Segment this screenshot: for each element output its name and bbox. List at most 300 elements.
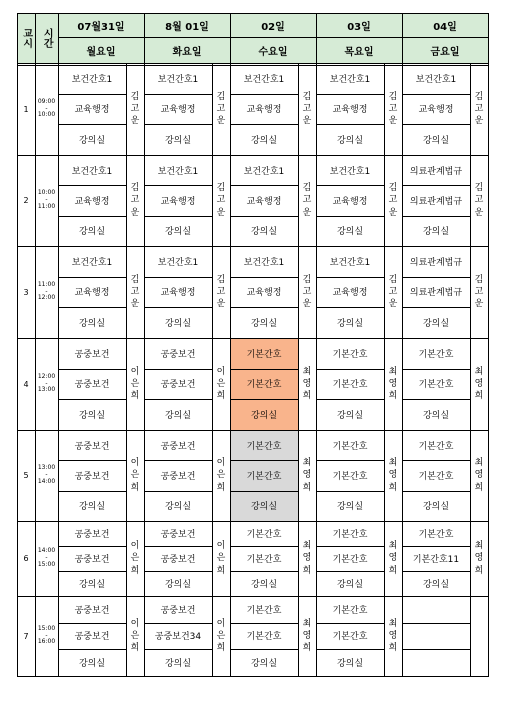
period-number: 4	[23, 379, 29, 389]
class-subject: 보건간호1	[415, 74, 457, 85]
grid-line	[230, 369, 298, 370]
teacher-name	[126, 430, 144, 521]
time-end: 12:00	[37, 294, 56, 302]
teacher-name	[384, 596, 402, 676]
grid-line	[144, 307, 212, 308]
class-subject: 강의실	[250, 580, 278, 590]
teacher-name	[126, 155, 144, 246]
class-subject: 교육행정	[332, 105, 368, 116]
teacher-name	[298, 155, 316, 246]
time-start: 12:00	[37, 372, 56, 380]
class-subject: 기본간호	[332, 632, 368, 643]
grid-line	[402, 13, 403, 677]
teacher-char: 희	[388, 565, 398, 576]
class-subject: 기본간호	[332, 380, 368, 391]
grid-line	[230, 216, 298, 217]
class-subject: 공중보건	[160, 471, 196, 482]
class-subject: 교육행정	[246, 288, 282, 299]
teacher-char: 고	[130, 103, 140, 114]
teacher-name	[470, 596, 488, 676]
teacher-char: 희	[216, 391, 226, 402]
grid-line	[144, 124, 212, 125]
class-subject: 공중보건	[160, 441, 196, 452]
teacher-char: 운	[474, 116, 484, 127]
teacher-char: 김	[216, 183, 226, 194]
grid-line	[17, 430, 489, 431]
teacher-char: 김	[388, 274, 398, 285]
class-subject: 보건간호1	[157, 257, 199, 268]
class-subject: 기본간호	[246, 632, 282, 643]
period-header-text: 교시	[20, 28, 32, 48]
class-subject: 공중보건	[74, 349, 110, 360]
grid-line	[488, 13, 489, 677]
class-subject: 교육행정	[246, 105, 282, 116]
class-subject: 의료관계법규	[409, 166, 463, 177]
teacher-char: 이	[130, 458, 140, 469]
class-subject: 기본간호11	[412, 555, 460, 565]
teacher-name	[470, 338, 488, 430]
grid-line	[58, 571, 126, 572]
grid-line	[402, 491, 470, 492]
grid-line	[316, 216, 384, 217]
teacher-char: 김	[130, 274, 140, 285]
teacher-char: 희	[130, 482, 140, 493]
class-subject: 의료관계법규	[409, 257, 463, 268]
grid-line	[316, 124, 384, 125]
time-start: 13:00	[37, 464, 56, 472]
teacher-name	[298, 246, 316, 338]
class-subject: 공중보건	[74, 471, 110, 482]
teacher-char: 고	[216, 103, 226, 114]
class-subject: 강의실	[164, 136, 192, 147]
teacher-char: 운	[302, 299, 312, 310]
grid-line	[230, 649, 298, 650]
teacher-char: 최	[388, 458, 398, 469]
grid-line	[402, 277, 470, 278]
teacher-char: 운	[474, 299, 484, 310]
class-subject: 공중보건	[160, 530, 196, 540]
grid-line	[144, 460, 212, 461]
class-subject: 공중보건	[160, 349, 196, 360]
teacher-char: 운	[474, 207, 484, 218]
teacher-char: 김	[474, 91, 484, 102]
teacher-char: 이	[216, 618, 226, 629]
teacher-char: 최	[388, 366, 398, 377]
grid-line	[126, 63, 127, 676]
period-header	[17, 13, 35, 63]
teacher-char: 김	[216, 91, 226, 102]
day-weekday: 화요일	[144, 37, 230, 63]
class-subject: 교육행정	[418, 105, 454, 116]
teacher-char: 희	[216, 643, 226, 654]
class-subject: 강의실	[250, 319, 278, 330]
grid-line	[58, 185, 126, 186]
day-date: 02일	[230, 13, 316, 37]
time-range	[35, 521, 58, 596]
time-start: 14:00	[37, 547, 56, 555]
teacher-char: 영	[388, 378, 398, 389]
grid-line	[17, 13, 489, 14]
day-date: 8월 01일	[144, 13, 230, 37]
class-subject: 공중보건34	[154, 632, 202, 643]
time-end: 15:00	[37, 560, 56, 568]
teacher-name	[384, 155, 402, 246]
teacher-name	[212, 430, 230, 521]
teacher-char: 최	[388, 618, 398, 629]
period-number: 7	[23, 631, 29, 641]
grid-line	[316, 307, 384, 308]
grid-line	[470, 63, 471, 676]
grid-line	[230, 460, 298, 461]
teacher-char: 영	[474, 470, 484, 481]
period-number: 1	[23, 104, 29, 114]
teacher-char: 김	[302, 183, 312, 194]
grid-line	[316, 491, 384, 492]
grid-line	[402, 124, 470, 125]
grid-line	[17, 13, 18, 677]
class-subject: 기본간호	[230, 430, 298, 460]
teacher-char: 최	[388, 541, 398, 552]
period-number: 5	[23, 471, 29, 480]
class-subject: 교육행정	[74, 288, 110, 299]
class-subject: 기본간호	[332, 605, 368, 616]
grid-line	[58, 307, 126, 308]
grid-line	[58, 124, 126, 125]
day-weekday: 수요일	[230, 37, 316, 63]
teacher-char: 최	[302, 541, 312, 552]
grid-line	[230, 491, 298, 492]
class-subject: 강의실	[336, 227, 364, 238]
class-subject: 강의실	[78, 580, 106, 590]
day-weekday: 금요일	[402, 37, 488, 63]
time-header	[35, 13, 58, 63]
teacher-name	[384, 63, 402, 155]
grid-line	[230, 399, 298, 400]
grid-line	[316, 94, 384, 95]
time-dash: -	[45, 104, 48, 112]
teacher-char: 최	[302, 366, 312, 377]
teacher-char: 은	[216, 630, 226, 641]
teacher-name	[470, 521, 488, 596]
teacher-name	[126, 521, 144, 596]
teacher-char: 이	[216, 366, 226, 377]
teacher-char: 희	[216, 565, 226, 576]
class-subject: 강의실	[164, 502, 192, 513]
class-subject: 보건간호1	[71, 74, 113, 85]
teacher-char: 김	[130, 183, 140, 194]
teacher-char: 희	[474, 391, 484, 402]
grid-line	[230, 571, 298, 572]
teacher-char: 희	[474, 565, 484, 576]
teacher-char: 운	[388, 299, 398, 310]
class-subject: 기본간호	[246, 605, 282, 616]
grid-line	[402, 369, 470, 370]
teacher-char: 이	[130, 618, 140, 629]
teacher-name	[212, 521, 230, 596]
grid-line	[35, 13, 36, 677]
teacher-char: 운	[130, 299, 140, 310]
grid-line	[58, 623, 126, 624]
class-subject: 공중보건	[160, 605, 196, 616]
time-dash: -	[45, 196, 48, 204]
time-header-text: 시간	[41, 28, 53, 48]
teacher-char: 희	[302, 565, 312, 576]
grid-line	[230, 307, 298, 308]
grid-line	[58, 546, 126, 547]
teacher-char: 고	[302, 286, 312, 297]
class-subject: 강의실	[422, 319, 450, 330]
teacher-char: 이	[216, 541, 226, 552]
time-range	[35, 63, 58, 155]
class-subject: 교육행정	[246, 196, 282, 207]
class-subject: 강의실	[336, 136, 364, 147]
teacher-char: 영	[388, 630, 398, 641]
time-end: 13:00	[37, 386, 56, 394]
grid-line	[316, 546, 384, 547]
teacher-char: 희	[302, 482, 312, 493]
day-date: 07월31일	[58, 13, 144, 37]
teacher-char: 최	[474, 458, 484, 469]
teacher-char: 운	[388, 207, 398, 218]
class-subject: 공중보건	[160, 380, 196, 391]
class-subject: 보건간호1	[243, 166, 285, 177]
teacher-char: 고	[388, 195, 398, 206]
time-end: 14:00	[37, 477, 56, 485]
grid-line	[298, 63, 299, 676]
time-dash: -	[45, 287, 48, 295]
class-subject: 강의실	[164, 227, 192, 238]
teacher-name	[298, 338, 316, 430]
teacher-name	[384, 521, 402, 596]
grid-line	[144, 94, 212, 95]
day-date: 03일	[316, 13, 402, 37]
class-subject: 기본간호	[230, 338, 298, 369]
teacher-name	[470, 246, 488, 338]
grid-line	[230, 185, 298, 186]
teacher-name	[126, 63, 144, 155]
teacher-char: 김	[474, 183, 484, 194]
grid-line	[17, 596, 489, 597]
teacher-char: 희	[130, 565, 140, 576]
teacher-name	[212, 63, 230, 155]
teacher-char: 운	[216, 207, 226, 218]
class-subject: 강의실	[336, 659, 364, 670]
class-subject: 강의실	[78, 136, 106, 147]
grid-line	[402, 399, 470, 400]
class-subject: 기본간호	[332, 530, 368, 540]
grid-line	[58, 460, 126, 461]
time-start: 15:00	[37, 624, 56, 632]
teacher-name	[470, 430, 488, 521]
grid-line	[316, 571, 384, 572]
time-dash: -	[45, 379, 48, 387]
grid-line	[402, 649, 470, 650]
teacher-name	[212, 596, 230, 676]
teacher-char: 고	[388, 103, 398, 114]
teacher-char: 김	[388, 91, 398, 102]
class-subject: 기본간호	[332, 349, 368, 360]
teacher-char: 영	[302, 378, 312, 389]
grid-line	[58, 649, 126, 650]
grid-line	[58, 94, 126, 95]
class-subject: 강의실	[250, 136, 278, 147]
teacher-name	[126, 246, 144, 338]
teacher-char: 운	[302, 207, 312, 218]
class-subject: 의료관계법규	[409, 196, 463, 207]
teacher-name	[298, 521, 316, 596]
teacher-char: 김	[302, 274, 312, 285]
teacher-name	[470, 63, 488, 155]
teacher-char: 영	[388, 470, 398, 481]
teacher-char: 고	[388, 286, 398, 297]
grid-line	[384, 63, 385, 676]
teacher-char: 은	[216, 378, 226, 389]
teacher-char: 영	[302, 630, 312, 641]
teacher-char: 최	[302, 618, 312, 629]
grid-line	[316, 185, 384, 186]
class-subject: 강의실	[422, 580, 450, 590]
grid-line	[17, 63, 489, 64]
teacher-char: 희	[302, 643, 312, 654]
teacher-char: 은	[216, 553, 226, 564]
class-subject: 강의실	[250, 227, 278, 238]
time-start: 10:00	[37, 189, 56, 197]
class-subject: 강의실	[78, 319, 106, 330]
teacher-name	[212, 155, 230, 246]
class-subject: 공중보건	[74, 632, 110, 643]
period-number: 6	[23, 554, 29, 563]
class-subject: 기본간호	[418, 380, 454, 391]
class-subject: 강의실	[250, 659, 278, 670]
teacher-name	[384, 246, 402, 338]
class-subject	[402, 623, 470, 650]
teacher-char: 희	[130, 391, 140, 402]
class-subject: 기본간호	[418, 471, 454, 482]
grid-line	[230, 124, 298, 125]
day-weekday: 목요일	[316, 37, 402, 63]
class-subject: 보건간호1	[157, 74, 199, 85]
grid-line	[58, 216, 126, 217]
time-range	[35, 430, 58, 521]
grid-line	[17, 155, 489, 156]
grid-line	[316, 13, 317, 677]
grid-line	[144, 571, 212, 572]
class-subject: 기본간호	[332, 471, 368, 482]
teacher-char: 김	[388, 183, 398, 194]
class-subject: 강의실	[78, 411, 106, 422]
class-subject: 교육행정	[332, 196, 368, 207]
teacher-char: 영	[388, 553, 398, 564]
teacher-name	[384, 338, 402, 430]
class-subject: 공중보건	[74, 555, 110, 565]
grid-line	[230, 623, 298, 624]
grid-line	[402, 94, 470, 95]
class-subject: 강의실	[230, 491, 298, 521]
class-subject: 공중보건	[74, 530, 110, 540]
teacher-char: 이	[130, 541, 140, 552]
class-subject: 교육행정	[74, 105, 110, 116]
teacher-char: 희	[388, 643, 398, 654]
grid-line	[144, 185, 212, 186]
teacher-name	[298, 596, 316, 676]
grid-line	[144, 623, 212, 624]
class-subject: 교육행정	[160, 196, 196, 207]
teacher-char: 김	[302, 91, 312, 102]
grid-line	[17, 338, 489, 339]
teacher-char: 고	[474, 103, 484, 114]
grid-line	[58, 369, 126, 370]
class-subject: 보건간호1	[329, 166, 371, 177]
grid-line	[212, 63, 213, 676]
grid-line	[230, 94, 298, 95]
teacher-char: 희	[388, 391, 398, 402]
time-end: 11:00	[37, 202, 56, 210]
class-subject: 강의실	[422, 136, 450, 147]
teacher-name	[298, 63, 316, 155]
time-range	[35, 338, 58, 430]
grid-line	[17, 521, 489, 522]
teacher-char: 고	[302, 195, 312, 206]
teacher-char: 최	[474, 541, 484, 552]
teacher-char: 영	[474, 553, 484, 564]
teacher-char: 희	[474, 482, 484, 493]
class-subject: 강의실	[230, 399, 298, 430]
class-subject: 기본간호	[246, 555, 282, 565]
class-subject: 기본간호	[230, 369, 298, 400]
teacher-char: 희	[388, 482, 398, 493]
grid-line	[58, 277, 126, 278]
class-subject: 강의실	[336, 580, 364, 590]
day-date: 04일	[402, 13, 488, 37]
teacher-char: 김	[216, 274, 226, 285]
class-subject: 보건간호1	[71, 257, 113, 268]
teacher-char: 고	[130, 286, 140, 297]
teacher-char: 이	[216, 458, 226, 469]
teacher-char: 운	[216, 299, 226, 310]
class-subject: 강의실	[164, 659, 192, 670]
teacher-name	[384, 430, 402, 521]
period-number: 2	[23, 196, 29, 205]
class-subject: 기본간호	[332, 441, 368, 452]
class-subject: 강의실	[164, 411, 192, 422]
teacher-char: 은	[216, 470, 226, 481]
class-subject: 교육행정	[332, 288, 368, 299]
teacher-char: 영	[302, 470, 312, 481]
teacher-char: 은	[130, 470, 140, 481]
grid-line	[316, 277, 384, 278]
teacher-char: 운	[130, 116, 140, 127]
teacher-char: 최	[302, 458, 312, 469]
class-subject: 보건간호1	[243, 74, 285, 85]
class-subject: 강의실	[164, 319, 192, 330]
class-subject: 기본간호	[418, 441, 454, 452]
teacher-char: 희	[216, 482, 226, 493]
time-end: 10:00	[37, 111, 56, 119]
teacher-name	[126, 596, 144, 676]
teacher-char: 은	[130, 630, 140, 641]
teacher-name	[212, 246, 230, 338]
class-subject: 기본간호	[418, 530, 454, 540]
time-end: 16:00	[37, 638, 56, 646]
grid-line	[402, 216, 470, 217]
class-subject: 기본간호	[246, 530, 282, 540]
class-subject: 강의실	[336, 502, 364, 513]
class-subject: 공중보건	[160, 555, 196, 565]
grid-line	[17, 676, 489, 677]
grid-line	[316, 399, 384, 400]
teacher-char: 영	[302, 553, 312, 564]
teacher-name	[126, 338, 144, 430]
